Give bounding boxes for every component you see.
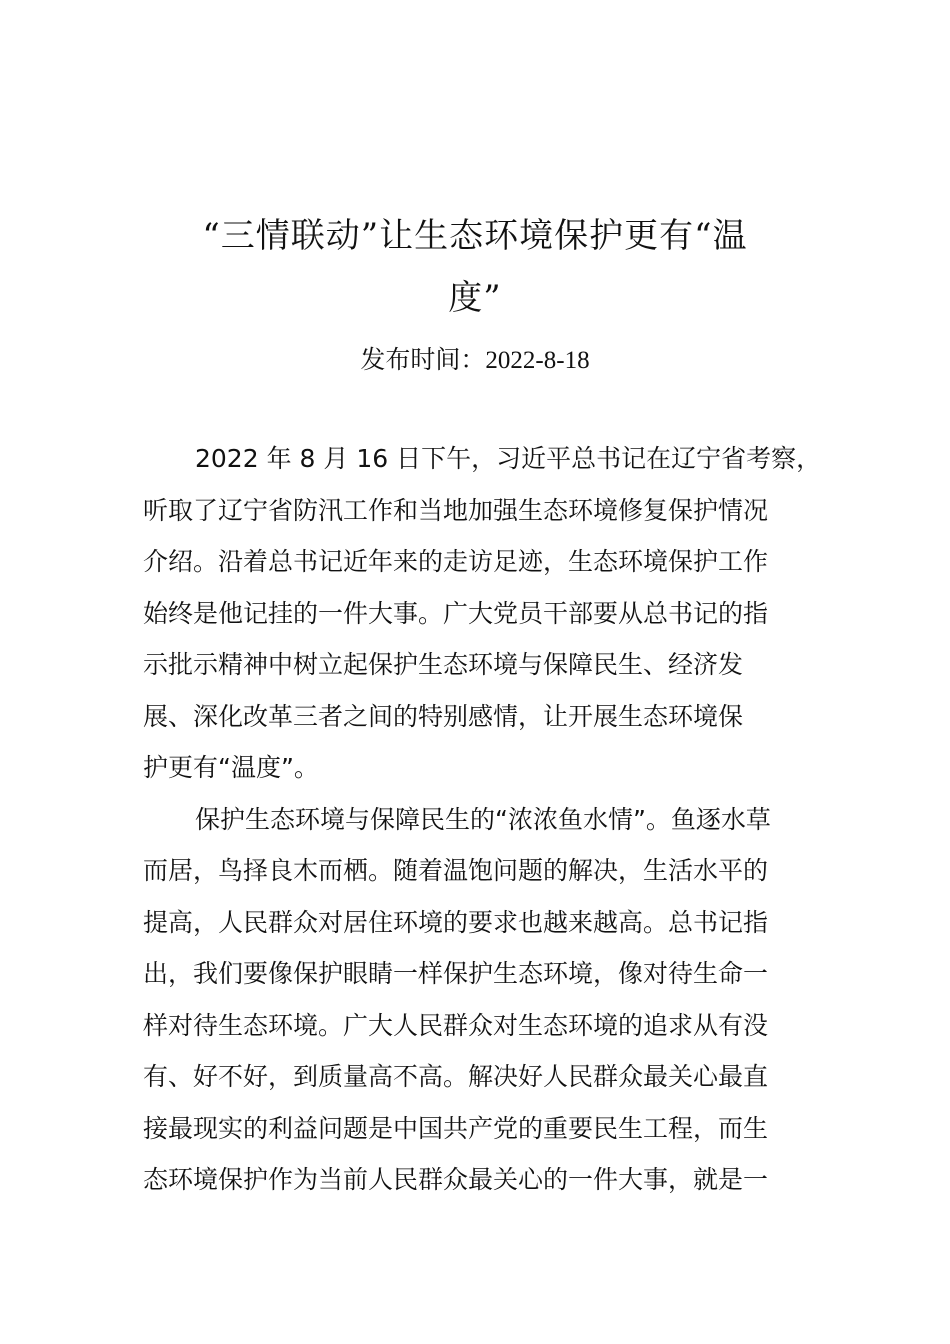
paragraph-line: 介绍。沿着总书记近年来的走访足迹，生态环境保护工作	[143, 547, 769, 576]
paragraph-line: 展、深化改革三者之间的特别感情，让开展生态环境保	[143, 701, 744, 731]
publish-date-value: 2022-8-18	[485, 347, 590, 374]
paragraph-2	[143, 794, 803, 1206]
paragraph-line: 示批示精神中树立起保护生态环境与保障民生、经济发	[143, 650, 744, 679]
paragraph-line: 态环境保护作为当前人民群众最关心的一件大事，就是一	[143, 1165, 769, 1194]
publish-date	[0, 340, 950, 381]
paragraph-line: 护更有“温度”。	[143, 753, 319, 782]
article-title	[140, 205, 810, 329]
paragraph-line: 2022 年 8 月 16 日下午，习近平总书记在辽宁省考察，	[195, 444, 822, 473]
paragraph-line: 有、好不好，到质量高不高。解决好人民群众最关心最直	[143, 1062, 769, 1091]
paragraph-line: 而居，鸟择良木而栖。随着温饱问题的解决，生活水平的	[143, 856, 769, 885]
paragraph-line: 出，我们要像保护眼睛一样保护生态环境，像对待生命一	[143, 959, 769, 988]
paragraph-line: 保护生态环境与保障民生的“浓浓鱼水情”。鱼逐水草	[195, 804, 771, 834]
paragraph-line: 接最现实的利益问题是中国共产党的重要民生工程，而生	[143, 1113, 769, 1143]
publish-date-label: 发布时间：	[360, 345, 486, 374]
paragraph-line: 听取了辽宁省防汛工作和当地加强生态环境修复保护情况	[143, 495, 769, 525]
article-body	[143, 433, 822, 1206]
title-line-1: “三情联动”让生态环境保护更有“温	[202, 216, 748, 256]
paragraph-line: 提高，人民群众对居住环境的要求也越来越高。总书记指	[143, 907, 769, 937]
title-line-2: 度”	[448, 278, 502, 318]
paragraph-line: 样对待生态环境。广大人民群众对生态环境的追求从有没	[143, 1010, 769, 1040]
paragraph-line: 始终是他记挂的一件大事。广大党员干部要从总书记的指	[143, 598, 769, 628]
paragraph-1	[143, 433, 822, 794]
